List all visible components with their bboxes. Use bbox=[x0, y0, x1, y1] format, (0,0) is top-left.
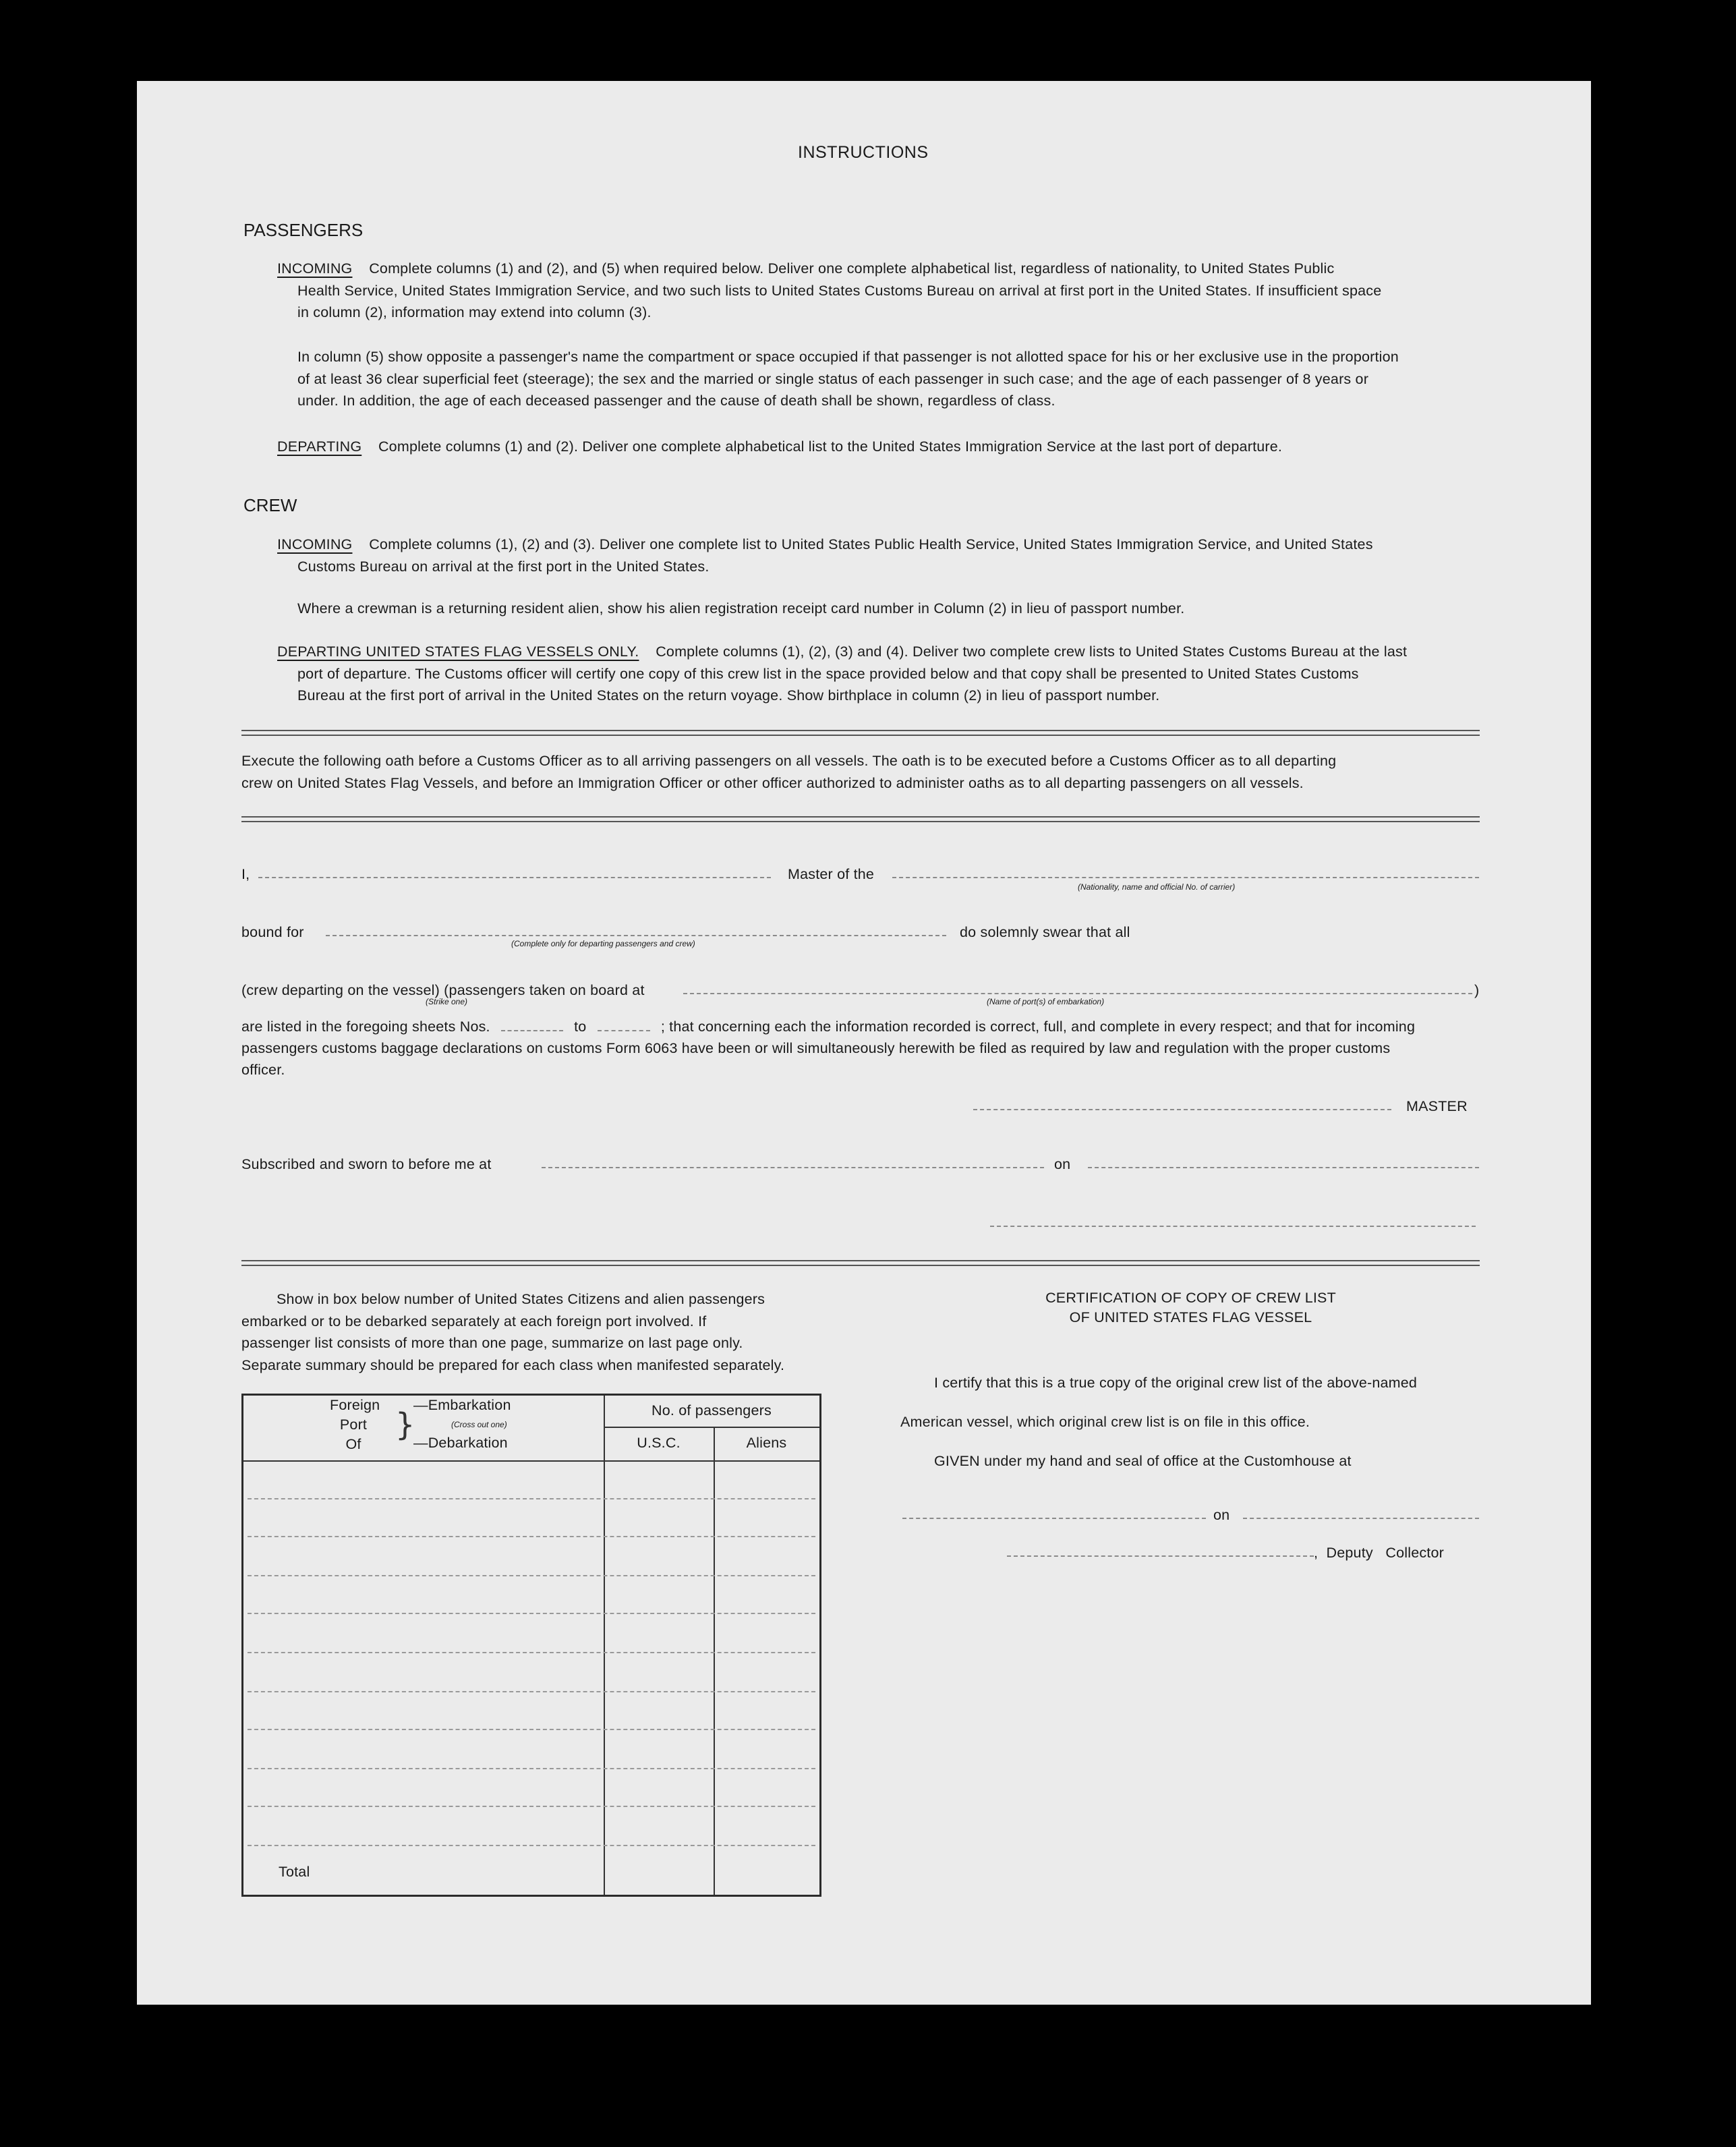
strike-hint: (Strike one) bbox=[426, 997, 468, 1006]
summary-line3: passenger list consists of more than one page, summarize on last page only. bbox=[241, 1335, 743, 1351]
column5-line1: In column (5) show opposite a passenger's name the compartment or space occupied if that passenger is not allotted space for his or her exclusive use in the proportion bbox=[297, 349, 1399, 365]
crew-departing-paragraph bbox=[277, 641, 1407, 707]
brace: } bbox=[395, 1406, 415, 1443]
listed-line2: passengers customs baggage declarations on customs Form 6063 have been or will simultaneously herewith be filed as required by law and regulation with the proper customs bbox=[241, 1040, 1391, 1056]
crew-heading: CREW bbox=[243, 495, 297, 515]
page-title: INSTRUCTIONS bbox=[798, 143, 929, 162]
listed-to: to bbox=[574, 1019, 587, 1035]
port-hint: (Name of port(s) of embarkation) bbox=[987, 997, 1105, 1006]
crew-incoming-label: INCOMING bbox=[277, 536, 353, 552]
table-row[interactable] bbox=[248, 1652, 815, 1653]
master-name-field[interactable] bbox=[258, 877, 771, 878]
carrier-field[interactable] bbox=[892, 877, 1479, 878]
of-label: Of bbox=[345, 1436, 361, 1452]
listed-line3: officer. bbox=[241, 1062, 285, 1078]
passengers-departing-paragraph bbox=[277, 436, 1282, 458]
master-of-label: Master of the bbox=[788, 866, 875, 882]
header-divider bbox=[604, 1427, 819, 1428]
subscribed-label: Subscribed and sworn to before me at bbox=[241, 1156, 492, 1172]
summary-line4: Separate summary should be prepared for each class when manifested separately. bbox=[241, 1356, 785, 1373]
oath-intro-line2: crew on United States Flag Vessels, and before an Immigration Officer or other officer authorized to administer oaths as to all departing passengers on all vessels. bbox=[241, 774, 1304, 791]
deputy-collector-label: , Deputy Collector bbox=[1314, 1545, 1444, 1561]
close-paren: ) bbox=[1474, 982, 1480, 998]
port-label: Port bbox=[339, 1416, 368, 1433]
divider-rule bbox=[241, 816, 1480, 822]
divider-rule bbox=[241, 730, 1480, 736]
passengers-column5-paragraph bbox=[297, 346, 1399, 412]
oath-i-label: I, bbox=[241, 866, 250, 882]
table-row[interactable] bbox=[248, 1845, 815, 1846]
certify-line2: American vessel, which original crew list is on file in this office. bbox=[900, 1414, 1310, 1430]
officer-signature-field[interactable] bbox=[990, 1226, 1476, 1227]
certification-on-label: on bbox=[1213, 1507, 1230, 1523]
crew-departing-line1: Complete columns (1), (2), (3) and (4). Deliver two complete crew lists to United States Customs Bureau at the last bbox=[656, 643, 1408, 660]
certification-title bbox=[865, 1288, 1479, 1327]
oath-intro bbox=[241, 750, 1336, 794]
total-label: Total bbox=[279, 1864, 310, 1880]
summary-line2: embarked or to be debarked separately at each foreign port involved. If bbox=[241, 1313, 707, 1329]
sheet-to-field[interactable] bbox=[598, 1030, 650, 1031]
master-signature-field[interactable] bbox=[973, 1109, 1391, 1110]
table-row[interactable] bbox=[248, 1768, 815, 1769]
table-row[interactable] bbox=[248, 1729, 815, 1730]
crew-departing-label: DEPARTING UNITED STATES FLAG VESSELS ONLY. bbox=[277, 643, 639, 660]
header-bottom-rule bbox=[243, 1460, 819, 1462]
passengers-departing-label: DEPARTING bbox=[277, 438, 362, 455]
crew-incoming-line1: Complete columns (1), (2) and (3). Deliver one complete list to United States Public Health Service, United States Immigration Service, and United States bbox=[369, 536, 1373, 552]
given-text: GIVEN under my hand and seal of office at the Customhouse at bbox=[934, 1453, 1352, 1469]
aliens-header: Aliens bbox=[746, 1435, 787, 1451]
passengers-incoming-line3: in column (2), information may extend into column (3). bbox=[297, 304, 652, 320]
crew-passengers-label: (crew departing on the vessel) (passengers taken on board at bbox=[241, 982, 645, 998]
listed-prefix: are listed in the foregoing sheets Nos. bbox=[241, 1019, 490, 1035]
deputy-signature-field[interactable] bbox=[1007, 1555, 1314, 1557]
embarkation-port-field[interactable] bbox=[683, 993, 1472, 994]
carrier-hint: (Nationality, name and official No. of carrier) bbox=[1078, 882, 1236, 892]
passengers-departing-text: Complete columns (1) and (2). Deliver one complete alphabetical list to the United States Immigration Service at the last port of departure. bbox=[378, 438, 1283, 455]
certification-title-line2: OF UNITED STATES FLAG VESSEL bbox=[1069, 1309, 1312, 1325]
certification-date-field[interactable] bbox=[1243, 1518, 1479, 1519]
bound-hint: (Complete only for departing passengers and crew) bbox=[511, 939, 695, 948]
crew-incoming-paragraph bbox=[277, 534, 1373, 577]
customhouse-place-field[interactable] bbox=[902, 1518, 1206, 1519]
table-row[interactable] bbox=[248, 1498, 815, 1499]
passengers-incoming-label: INCOMING bbox=[277, 260, 353, 277]
embarkation-label: —Embarkation bbox=[413, 1397, 511, 1413]
usc-header: U.S.C. bbox=[637, 1435, 681, 1451]
master-label: MASTER bbox=[1406, 1098, 1468, 1114]
sheet-from-field[interactable] bbox=[501, 1030, 563, 1031]
table-row[interactable] bbox=[248, 1536, 815, 1537]
summary-line1: Show in box below number of United States Citizens and alien passengers bbox=[277, 1291, 765, 1307]
passenger-summary-table bbox=[241, 1394, 821, 1897]
certify-line1: I certify that this is a true copy of the original crew list of the above-named bbox=[934, 1375, 1418, 1391]
bound-for-label: bound for bbox=[241, 924, 304, 940]
foreign-label: Foreign bbox=[330, 1397, 380, 1413]
listed-line1 bbox=[241, 1016, 1415, 1038]
swear-label: do solemnly swear that all bbox=[960, 924, 1130, 940]
passengers-incoming-paragraph bbox=[277, 258, 1484, 324]
debarkation-label: —Debarkation bbox=[413, 1435, 508, 1451]
sworn-place-field[interactable] bbox=[542, 1167, 1044, 1168]
passengers-incoming-line2: Health Service, United States Immigration Service, and two such lists to United States Customs Bureau on arrival at first port in the United States. If insufficient space bbox=[297, 282, 1382, 299]
crew-incoming-line2: Customs Bureau on arrival at the first port in the United States. bbox=[297, 558, 710, 575]
summary-instructions bbox=[241, 1288, 821, 1376]
form-page bbox=[137, 81, 1591, 2005]
foreign-port-of-label bbox=[330, 1396, 380, 1454]
no-passengers-header: No. of passengers bbox=[652, 1402, 772, 1419]
listed-rest: ; that concerning each the information recorded is correct, full, and complete in every respect; and that for incoming bbox=[660, 1019, 1416, 1035]
table-row[interactable] bbox=[248, 1806, 815, 1807]
column5-line3: under. In addition, the age of each deceased passenger and the cause of death shall be shown, regardless of class. bbox=[297, 393, 1055, 409]
cross-out-hint: (Cross out one) bbox=[451, 1420, 507, 1429]
oath-intro-line1: Execute the following oath before a Customs Officer as to all arriving passengers on all vessels. The oath is to be executed before a Customs Officer as to all departing bbox=[241, 753, 1337, 769]
sworn-on-label: on bbox=[1054, 1156, 1071, 1172]
bound-for-field[interactable] bbox=[326, 935, 946, 936]
table-row[interactable] bbox=[248, 1613, 815, 1614]
crew-resident-alien-text: Where a crewman is a returning resident alien, show his alien registration receipt card number in Column (2) in lieu of passport number. bbox=[297, 600, 1185, 617]
table-row[interactable] bbox=[248, 1691, 815, 1692]
column-divider bbox=[604, 1396, 605, 1895]
sworn-date-field[interactable] bbox=[1088, 1167, 1479, 1168]
crew-departing-line3: Bureau at the first port of arrival in the United States on the return voyage. Show birthplace in column (2) in lieu of passport number. bbox=[297, 687, 1160, 704]
certification-title-line1: CERTIFICATION OF COPY OF CREW LIST bbox=[1045, 1290, 1336, 1306]
crew-departing-line2: port of departure. The Customs officer will certify one copy of this crew list in the space provided below and that copy shall be presented to United States Customs bbox=[297, 665, 1359, 682]
passengers-heading: PASSENGERS bbox=[243, 220, 364, 240]
passengers-incoming-line1: Complete columns (1) and (2), and (5) when required below. Deliver one complete alphabetical list, regardless of nationality, to United States Public bbox=[369, 260, 1335, 277]
table-row[interactable] bbox=[248, 1575, 815, 1576]
column5-line2: of at least 36 clear superficial feet (steerage); the sex and the married or single status of each passenger in such case; and the age of each passenger of 8 years or bbox=[297, 370, 1369, 387]
divider-rule bbox=[241, 1260, 1480, 1266]
